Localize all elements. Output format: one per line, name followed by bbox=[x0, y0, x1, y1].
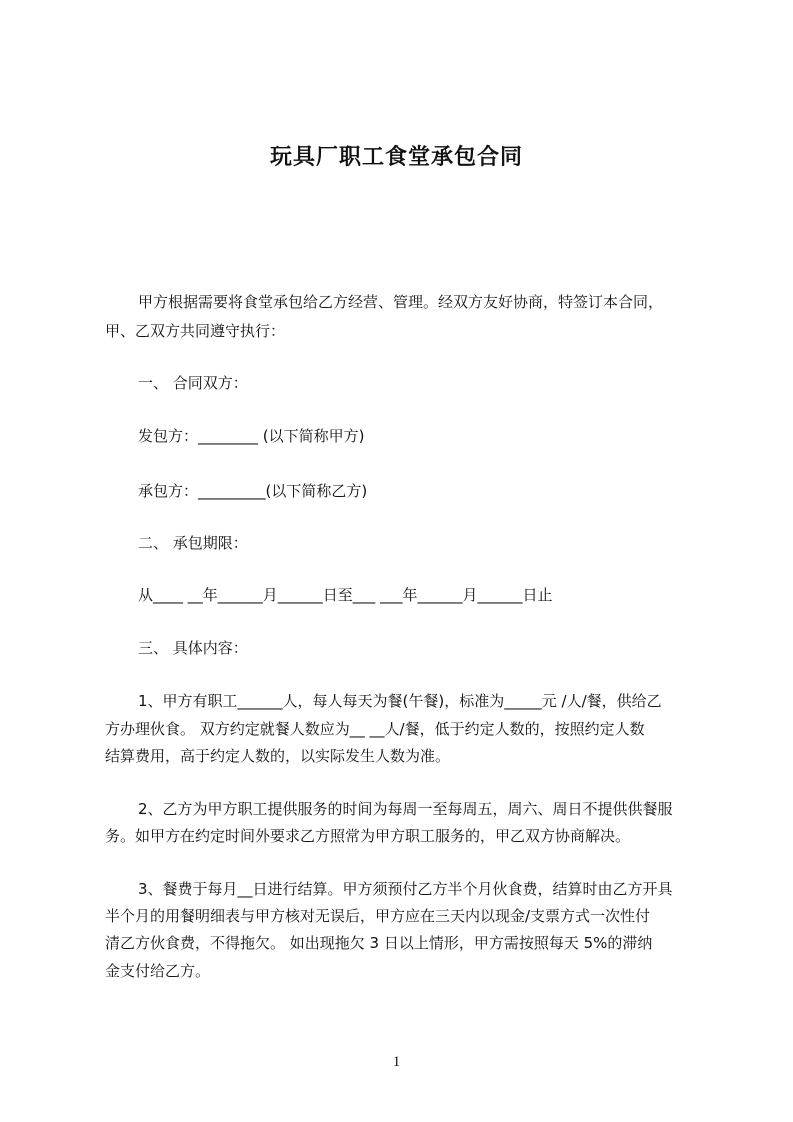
section-3-heading: 三、 具体内容： bbox=[138, 639, 248, 657]
section-1-heading: 一、 合同双方： bbox=[138, 374, 248, 392]
item-1-line-3: 结算费用，高于约定人数的，以实际发生人数为准。 bbox=[105, 747, 451, 765]
party-a-line: 发包方：________ (以下简称甲方) bbox=[138, 427, 365, 445]
item-2-line-2: 务。如甲方在约定时间外要求乙方照常为甲方职工服务的，甲乙双方协商解决。 bbox=[105, 827, 631, 845]
section-2-heading: 二、 承包期限： bbox=[138, 534, 248, 552]
item-3-line-2: 半个月的用餐明细表与甲方核对无误后，甲方应在三天内以现金/支票方式一次性付 bbox=[105, 907, 651, 925]
item-3-line-3: 清乙方伙食费，不得拖欠。 如出现拖欠 3 日以上情形，甲方需按照每天 5%的滞纳 bbox=[105, 934, 653, 952]
party-b-line: 承包方：_________(以下简称乙方) bbox=[138, 482, 368, 500]
intro-line-2: 甲、乙双方共同遵守执行： bbox=[105, 322, 286, 340]
item-3-line-1: 3、餐费于每月__日进行结算。甲方须预付乙方半个月伙食费，结算时由乙方开具 bbox=[138, 880, 673, 898]
item-1-line-2: 方办理伙食。 双方约定就餐人数应为__ __人/餐，低于约定人数的，按照约定人数 bbox=[105, 720, 645, 738]
document-title: 玩具厂职工食堂承包合同 bbox=[269, 145, 523, 170]
item-3-line-4: 金支付给乙方。 bbox=[105, 962, 211, 980]
page-number: 1 bbox=[392, 1054, 401, 1070]
item-1-line-1: 1、甲方有职工______人，每人每天为餐(午餐)，标准为_____元 /人/餐，供给乙 bbox=[138, 692, 662, 710]
item-2-line-1: 2、乙方为甲方职工提供服务的时间为每周一至每周五，周六、周日不提供供餐服 bbox=[138, 800, 673, 818]
period-line: 从____ __年______月______日至___ ___年______月______日止 bbox=[138, 586, 553, 604]
intro-line-1: 甲方根据需要将食堂承包给乙方经营、管理。经双方友好协商，特签订本合同， bbox=[138, 293, 664, 311]
